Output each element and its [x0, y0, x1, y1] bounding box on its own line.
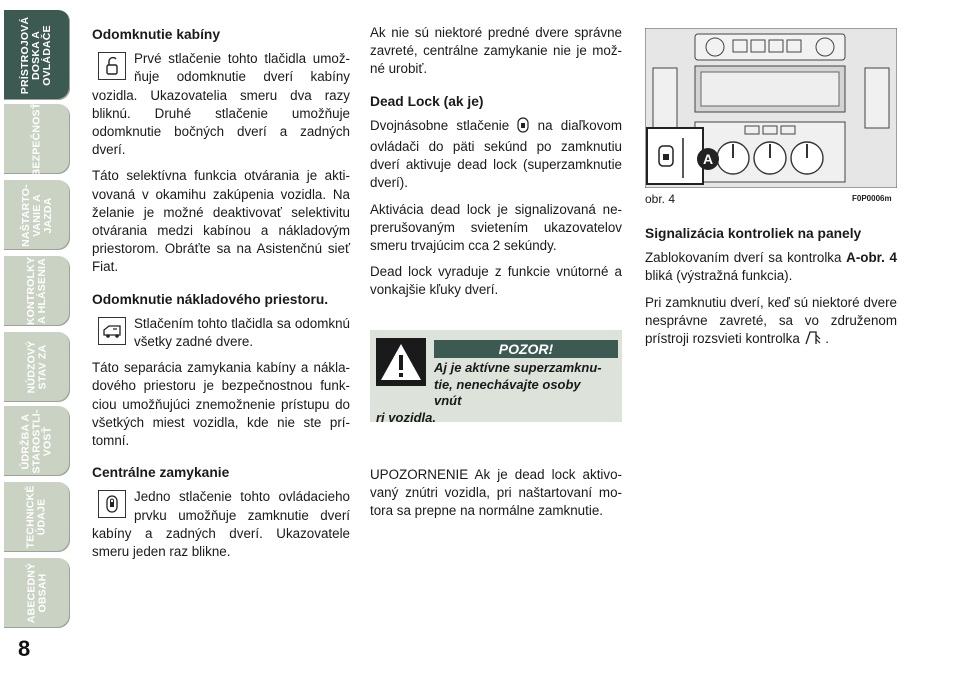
text-dead-lock-1b: na diaľkovom ovládači do päti sekúnd po zamknutiu dverí aktivuje dead lock (superzamknutie dverí).	[370, 117, 622, 191]
tab-label: ABECEDNÝ OBSAH	[25, 562, 48, 624]
figure-reference: A-obr. 4	[846, 250, 897, 266]
text-cab-unlock-2: Táto selektívna funkcia otvárania je aktivovaná v okamihu zakúpenia vozidla. Na želanie je možné deaktivovať selektivitu otvárania medzi kabínou a nákladovým priestorom. Obráťte sa na Asistenčnú sieť Fiat.	[92, 168, 350, 275]
warning-text-line-1: Aj je aktívne superzamknutie, nenechávajte osoby vnút	[434, 360, 602, 408]
warning-box	[370, 330, 622, 425]
tab-pristrojova-doska[interactable]	[4, 10, 70, 100]
paragraph-central-lock	[92, 488, 350, 561]
text-signal-1b: bliká (výstražná funkcia).	[645, 268, 793, 284]
text-central-lock: Jedno stlačenie tohto ovládacieho prvku umožňuje zamknutie dverí kabíny a zadných dverí. Ukazovatele smeru jeden raz blikne.	[92, 489, 350, 560]
heading-signalization: Signalizácia kontroliek na panely	[645, 226, 862, 241]
paragraph-signalization-2	[645, 294, 897, 352]
tab-label: TECHNICKÉ ÚDAJE	[25, 485, 48, 549]
tab-abecedny-obsah[interactable]	[4, 558, 70, 628]
tab-label: PRÍSTROJOVÁ DOSKA A OVLÁDAČE	[19, 16, 54, 94]
text-signal-2a: Pri zamknutiu dverí, keď sú niektoré dvere nesprávne zavreté, sa vo združenom prístroji rozsvieti kontrolka	[645, 294, 897, 347]
svg-text:A: A	[702, 151, 714, 167]
figure-caption: obr. 4	[645, 192, 676, 206]
tab-kontrolky[interactable]	[4, 256, 70, 326]
warning-title: POZOR!	[434, 340, 618, 358]
column-3	[645, 225, 897, 359]
van-unlock-icon	[98, 317, 126, 345]
marker-a	[693, 146, 723, 172]
text-front-doors: Ak nie sú niektoré predné dvere správne zavreté, centrálne zamykanie nie je možné urobiť.	[370, 25, 622, 77]
dead-lock-note: UPOZORNENIE Ak je dead lock aktivovaný znútri vozidla, pri naštartovaní motora sa prepne na normálne zamknutie.	[370, 467, 622, 519]
tab-nudzovy-stav[interactable]	[4, 332, 70, 402]
paragraph-signalization-1	[645, 249, 897, 285]
tab-label: ÚDRŽBA A STAROSTLI- VOSŤ	[19, 408, 54, 474]
tab-label: BEZPEČNOSŤ	[30, 102, 43, 176]
text-signal-1a: Zablokovaním dverí sa kontrolka	[645, 250, 842, 266]
cab-unlock-icon	[98, 52, 126, 80]
heading-central-lock: Centrálne zamykanie	[92, 465, 230, 481]
tab-bezpecnost[interactable]	[4, 104, 70, 174]
text-cargo-unlock-1: Stlačením tohto tlačidla sa odomknú všetky zadné dvere.	[134, 315, 350, 350]
tab-label: KONTROLKY A HLÁSENIA	[25, 256, 49, 326]
dashboard-figure	[645, 28, 897, 188]
warning-text-line-2: ri vozidla.	[376, 409, 436, 425]
tab-udrzba[interactable]	[4, 406, 70, 476]
heading-cab-unlock: Odomknutie kabíny	[92, 27, 221, 42]
door-open-lamp-icon	[804, 330, 822, 351]
text-cab-unlock-1: Prvé stlačenie tohto tlačidla umožňuje odomknutie dverí kabíny vozidla. Ukazovatelia smeru dva razy bliknú. Druhé stlačenie umožňuje odomknutie bočných dverí a zadných dverí.	[92, 51, 350, 158]
text-dead-lock-3: Dead lock vyraduje z funkcie vnútorné a vonkajšie kľuky dverí.	[370, 264, 622, 298]
heading-cargo-unlock: Odomknutie nákladového priestoru.	[92, 291, 329, 307]
paragraph-cab-unlock	[92, 50, 350, 159]
text-cargo-unlock-2: Táto separácia zamykania kabíny a nákladového priestoru je bezpečnostnou funkciou umožňujúci znemožnenie prístupu do všetkých miest vozidla, kde nie ste prítomní.	[92, 360, 350, 449]
text-dead-lock-1a: Dvojnásobne stlačenie	[370, 117, 510, 133]
paragraph-dead-lock-1	[370, 117, 622, 193]
tab-label: NÚDZOVÝ STAV ZA	[25, 340, 48, 394]
warning-text	[376, 360, 616, 426]
text-dead-lock-2: Aktivácia dead lock je signalizovaná neprerušovaným svietením ukazovatelov smeru trvajúcim cca 2 sekúndy.	[370, 201, 622, 254]
heading-dead-lock: Dead Lock (ak je)	[370, 93, 484, 109]
chapter-tab-rail	[0, 0, 76, 677]
text-signal-2b: .	[825, 331, 829, 347]
paragraph-cargo-unlock	[92, 315, 350, 351]
tab-technicke-udaje[interactable]	[4, 482, 70, 552]
tab-nastartovanie[interactable]	[4, 180, 70, 250]
tab-label: NAŠTARTO- VANIE A JAZDA	[19, 183, 54, 247]
central-lock-icon	[98, 490, 126, 518]
page-number: 8	[18, 636, 31, 661]
remote-key-icon	[517, 117, 529, 138]
figure-code: F0P0006m	[852, 194, 892, 203]
column-2	[370, 24, 622, 308]
column-1	[92, 26, 350, 569]
